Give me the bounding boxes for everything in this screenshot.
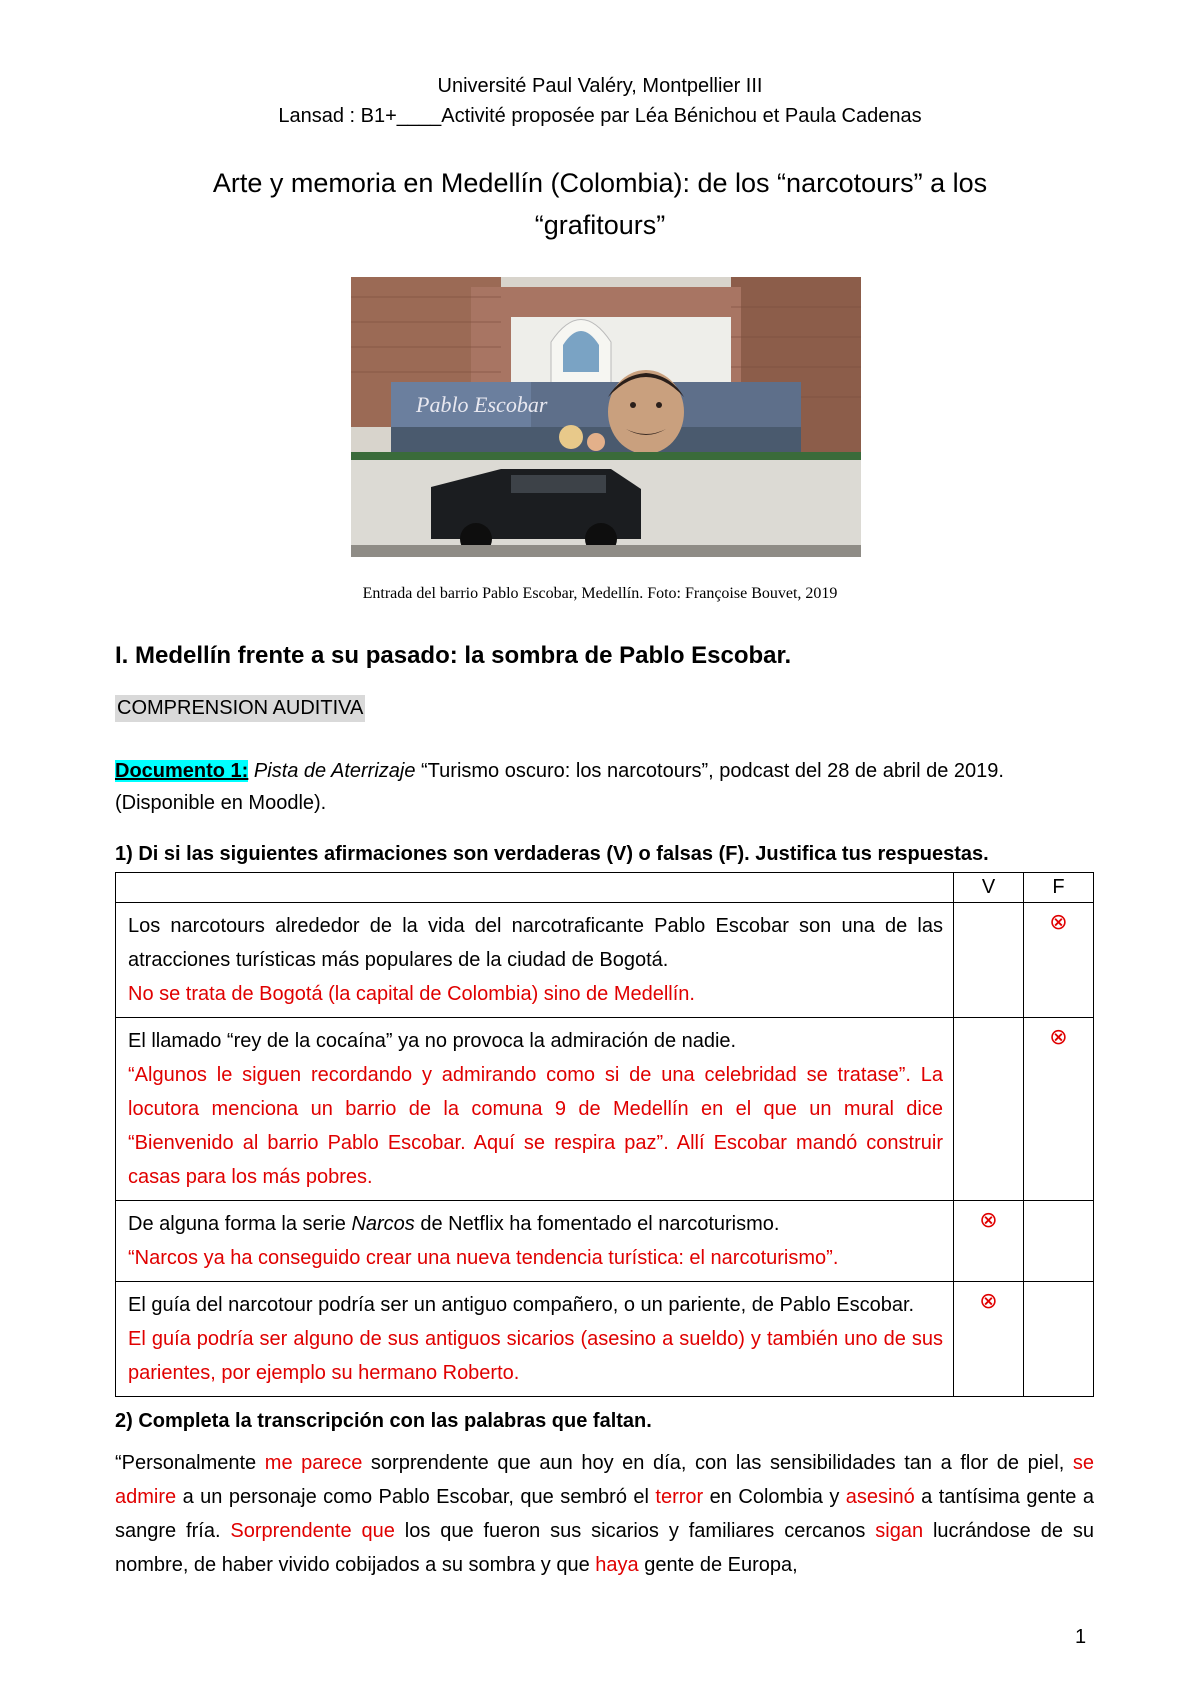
true-false-table xyxy=(115,872,1094,1397)
page-number: 1 xyxy=(1075,1626,1087,1648)
transcript-segment: sorprendente que aun hoy en día, con las sensibilidades tan a flor de piel, xyxy=(362,1452,1073,1474)
question2-prompt: 2) Completa la transcripción con las palabras que faltan. xyxy=(115,1410,652,1432)
mural-photo xyxy=(351,277,861,557)
answer-word: sigan xyxy=(875,1520,924,1542)
v-mark xyxy=(954,903,1024,1018)
statement-text-pre: De alguna forma la serie xyxy=(128,1213,352,1235)
document-title-line2: “grafitours” xyxy=(534,210,666,240)
column-v-header: V xyxy=(954,873,1024,903)
transcription-text xyxy=(115,1446,1094,1582)
column-f-header: F xyxy=(1024,873,1094,903)
transcript-segment: “Personalmente xyxy=(115,1452,265,1474)
answer-justification: “Algunos le siguen recordando y admirando como si de una celebridad se tratase”. La locutora menciona un barrio de la comuna 9 de Medellín en el que un mural dice “Bienvenido al barrio Pablo Escobar. Aquí se respira paz”. Allí Escobar mandó construir casas para los más pobres. xyxy=(128,1064,943,1188)
v-mark xyxy=(954,1018,1024,1201)
table-row xyxy=(116,1201,1094,1282)
answer-word: haya xyxy=(595,1554,639,1576)
statement-header-cell xyxy=(116,873,954,903)
f-mark: ⊗ xyxy=(1024,903,1094,1018)
table-row xyxy=(116,1018,1094,1201)
answer-word: asesinó xyxy=(845,1486,915,1508)
transcript-segment: en Colombia y xyxy=(703,1486,846,1508)
statement-text: El guía del narcotour podría ser un antiguo compañero, o un pariente, de Pablo Escobar. xyxy=(128,1294,915,1316)
table-row xyxy=(116,903,1094,1018)
statement-series-title: Narcos xyxy=(351,1213,415,1235)
transcript-segment: a un personaje como Pablo Escobar, que sembró el xyxy=(176,1486,656,1508)
answer-word: se admire xyxy=(115,1452,1094,1508)
transcript-segment: a tantísima gente a sangre fría. xyxy=(115,1486,1094,1542)
f-mark: ⊗ xyxy=(1024,1018,1094,1201)
v-mark: ⊗ xyxy=(954,1201,1024,1282)
document-source: Pista de Aterrizaje xyxy=(253,760,416,782)
answer-justification: “Narcos ya ha conseguido crear una nueva tendencia turística: el narcoturismo”. xyxy=(128,1247,839,1269)
transcript-segment: los que fueron sus sicarios y familiares cercanos xyxy=(394,1520,876,1542)
v-mark: ⊗ xyxy=(954,1282,1024,1397)
statement-text-post: de Netflix ha fomentado el narcoturismo. xyxy=(414,1213,780,1235)
document-description: “Turismo oscuro: los narcotours”, podcast del 28 de abril de 2019. xyxy=(415,760,1004,782)
answer-word: Sorprendente que xyxy=(230,1520,395,1542)
section-subheading: COMPRENSION AUDITIVA xyxy=(115,695,365,722)
document-label: Documento 1: xyxy=(115,760,249,782)
question1-prompt: 1) Di si las siguientes afirmaciones son verdaderas (V) o falsas (F). Justifica tus respuestas. xyxy=(115,843,989,865)
statement-text: El llamado “rey de la cocaína” ya no provoca la admiración de nadie. xyxy=(128,1030,737,1052)
university-header: Université Paul Valéry, Montpellier III xyxy=(437,75,763,97)
answer-justification: No se trata de Bogotá (la capital de Colombia) sino de Medellín. xyxy=(128,983,695,1005)
transcript-segment: gente de Europa, xyxy=(638,1554,798,1576)
section-heading: I. Medellín frente a su pasado: la sombra de Pablo Escobar. xyxy=(115,642,792,669)
answer-justification: El guía podría ser alguno de sus antiguos sicarios (asesino a sueldo) y también uno de sus parientes, por ejemplo su hermano Roberto. xyxy=(128,1328,943,1384)
f-mark xyxy=(1024,1201,1094,1282)
answer-word: terror xyxy=(655,1486,704,1508)
document-reference xyxy=(115,755,1095,819)
table-header-row xyxy=(116,873,1094,903)
document-title-line1: Arte y memoria en Medellín (Colombia): de los “narcotours” a los xyxy=(212,168,988,198)
statement-text: Los narcotours alrededor de la vida del narcotraficante Pablo Escobar son una de las atracciones turísticas más populares de la ciudad de Bogotá. xyxy=(128,915,943,971)
transcript-segment: lucrándose de su nombre, de haber vivido cobijados a su sombra y que xyxy=(115,1520,1094,1576)
document-availability: (Disponible en Moodle). xyxy=(115,792,327,814)
answer-word: me parece xyxy=(264,1452,363,1474)
activity-header: Lansad : B1+____Activité proposée par Léa Bénichou et Paula Cadenas xyxy=(278,105,922,127)
photo-caption: Entrada del barrio Pablo Escobar, Medellín. Foto: Françoise Bouvet, 2019 xyxy=(362,585,838,602)
table-row xyxy=(116,1282,1094,1397)
mural-text: Pablo Escobar xyxy=(416,392,548,417)
f-mark xyxy=(1024,1282,1094,1397)
